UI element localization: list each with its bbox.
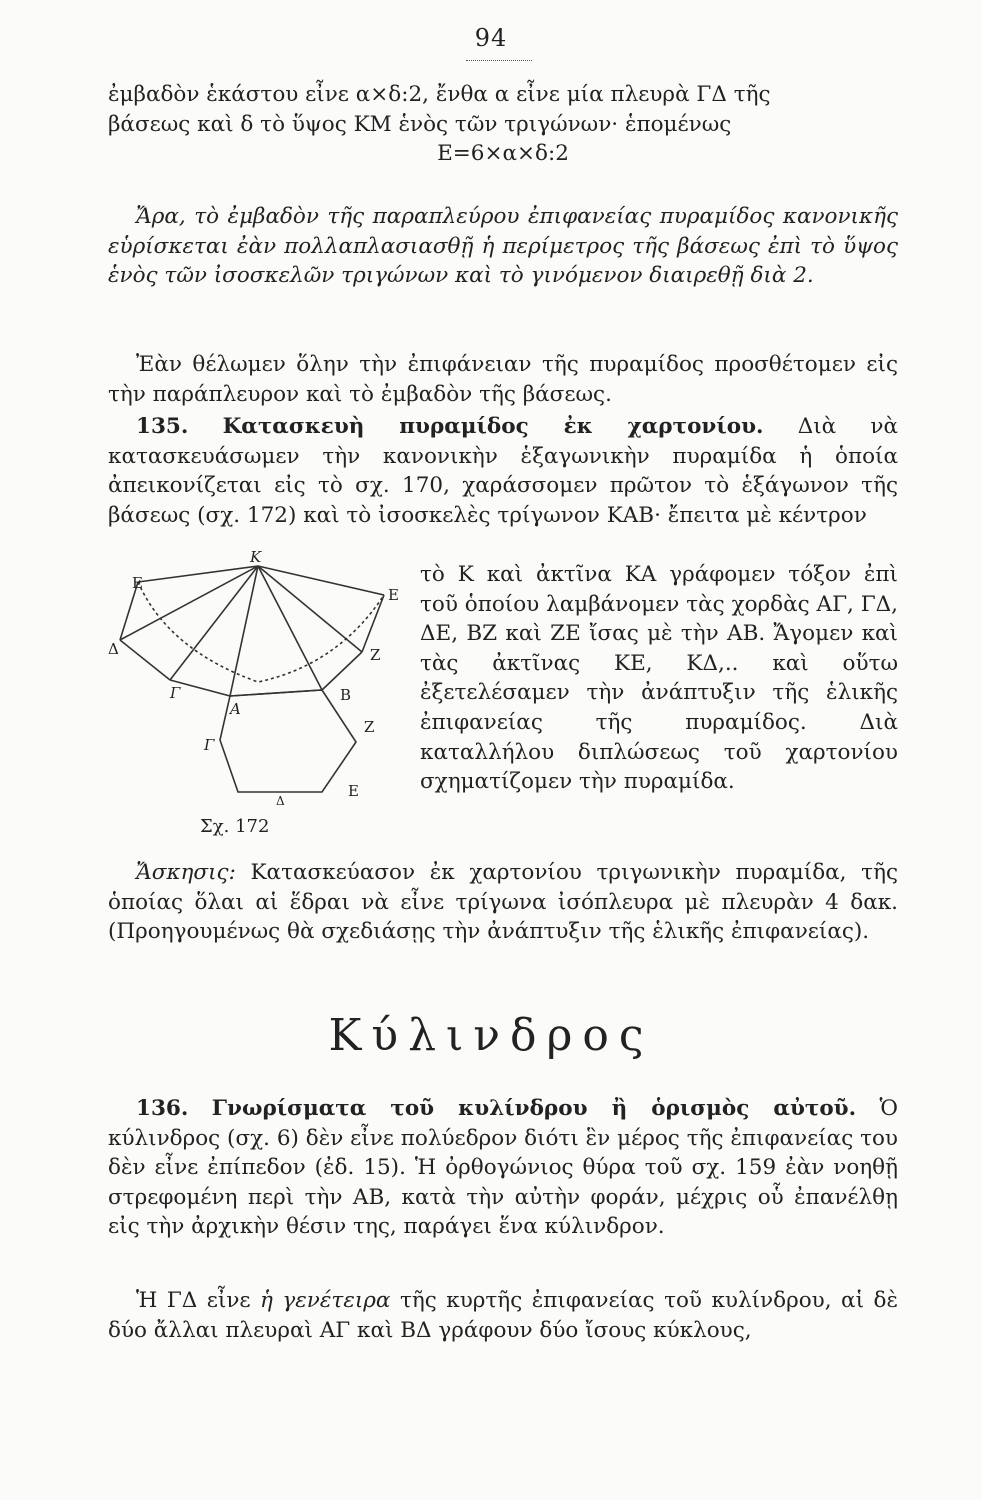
paragraph-text: Ἄρα, τὸ ἐμβαδὸν τῆς παραπλεύρου ἐπιφανείας πυραμίδος κανονικῆς εὑρίσκεται ἐὰν πολλαπλασιασθῇ ἡ περίμετρος τῆς βάσεως ἐπὶ τὸ ὕψος ἑνὸς τῶν ἰσοσκελῶν τριγώνων καὶ τὸ γινόμενον διαιρεθῇ διὰ 2. xyxy=(108,204,898,289)
exercise xyxy=(108,858,898,947)
text-line: ἐμβαδὸν ἑκάστου εἶνε α×δ:2, ἔνθα α εἶνε μία πλευρὰ ΓΔ τῆς xyxy=(108,82,771,107)
page-number-rule xyxy=(466,60,532,61)
paragraph-lateral-area xyxy=(108,202,898,291)
text-fragment: τῆς κυρτῆς ἐπιφανείας τοῦ κυλίνδρου, αἱ δὲ δύο ἄλλαι πλευραὶ ΑΓ καὶ ΒΔ γράφουν δύο ἴσους κύκλους, xyxy=(108,1288,898,1343)
figure-text: τὸ Κ καὶ ἀκτῖνα ΚΑ γράφομεν τόξον ἐπὶ τοῦ ὁποίου λαμβάνομεν τὰς χορδὰς ΑΓ, ΓΔ, ΔΕ, ΒΖ καὶ ΖΕ ἴσας μὲ τὴν ΑΒ. Ἄγομεν καὶ τὰς ἀκτῖνας ΚΕ, ΚΔ,.. καὶ οὕτω ἐξετελέσαμεν τὴν ἀνάπτυξιν τῆς ἑλικῆς ἐπιφανείας τῆς πυραμίδος. Διὰ καταλλήλου διπλώσεως τοῦ χαρτονίου σχηματίζομεν τὴν πυραμίδα. xyxy=(420,562,898,795)
pyramid-net-diagram xyxy=(108,560,408,800)
label-gamma-arc: Γ xyxy=(170,684,181,702)
section-136 xyxy=(108,1094,898,1242)
text-fragment: Ἡ ΓΔ εἶνε xyxy=(136,1288,251,1313)
label-gamma-hex: Γ xyxy=(204,736,215,754)
label-z-right: Ζ xyxy=(364,718,375,736)
section-number: 136. xyxy=(136,1096,189,1121)
page-number: 94 xyxy=(474,24,508,52)
label-delta: Δ xyxy=(108,640,119,658)
label-e-right: Ε xyxy=(388,586,399,604)
label-k: Κ xyxy=(250,548,262,566)
section-title: Γνωρίσματα τοῦ κυλίνδρου ἢ ὁρισμὸς αὐτοῦ. xyxy=(211,1096,857,1121)
section-title: Κατασκευὴ πυραμίδος ἐκ χαρτονίου. xyxy=(222,414,764,439)
chapter-title: Κύλινδρος xyxy=(328,1010,654,1061)
italic-term: ἡ γενέτειρα xyxy=(260,1288,391,1313)
label-b: Β xyxy=(340,686,352,704)
exercise-text: Κατασκεύασον ἐκ χαρτονίου τριγωνικὴν πυραμίδα, τῆς ὁποίας ὅλαι αἱ ἕδραι νὰ εἶνε τρίγωνα ἰσόπλευρα μὲ πλευρὰν 4 δακ. (Προηγουμένως θὰ σχεδιάσῃς τὴν ἀνάπτυξιν τῆς ἑλικῆς ἐπιφανείας). xyxy=(108,860,898,945)
figure-caption: Σχ. 172 xyxy=(200,816,270,837)
section-text: Διὰ νὰ κατασκευάσωμεν τὴν κανονικὴν ἑξαγωνικὴν πυραμίδα ἡ ὁποία ἀπεικονίζεται εἰς τὸ σχ. 170, χαράσσομεν πρῶτον τὸ ἑξάγωνον τῆς βάσεως (σχ. 172) καὶ τὸ ἰσοσκελὲς τρίγωνον ΚΑΒ· ἔπειτα μὲ κέντρον xyxy=(108,414,898,528)
label-e-top: Ε xyxy=(132,574,143,592)
label-a: Α xyxy=(230,700,241,718)
paragraph-generatrix xyxy=(108,1286,898,1345)
text-line: βάσεως καὶ δ τὸ ὕψος ΚΜ ἑνὸς τῶν τριγώνων· ἑπομένως xyxy=(108,111,732,137)
paragraph-area-formula xyxy=(108,80,898,169)
figure-172 xyxy=(108,548,408,840)
section-number: 135. xyxy=(136,414,189,439)
figure-section xyxy=(108,548,898,860)
label-z-top: Ζ xyxy=(370,646,381,664)
label-e-bottom: Ε xyxy=(348,782,359,800)
formula: Ε=6×α×δ:2 xyxy=(437,141,569,167)
label-delta-bottom: Δ xyxy=(276,794,285,808)
section-text: Ὁ κύλινδρος (σχ. 6) δὲν εἶνε πολύεδρον διότι ἓν μέρος τῆς ἐπιφανείας του δὲν εἶνε ἐπίπεδον (ἐδ. 15). Ἡ ὀρθογώνιος θύρα τοῦ σχ. 159 ἐὰν νοηθῇ στρεφομένη περὶ τὴν ΑΒ, κατὰ τὴν αὐτὴν φοράν, μέχρις οὗ ἐπανέλθῃ εἰς τὴν ἀρχικὴν θέσιν της, παράγει ἕνα κύλινδρον. xyxy=(108,1096,898,1240)
exercise-label: Ἄσκησις: xyxy=(136,860,236,885)
section-135 xyxy=(108,412,898,530)
paragraph-total-area xyxy=(108,350,898,409)
paragraph-text: Ἐὰν θέλωμεν ὅλην τὴν ἐπιφάνειαν τῆς πυραμίδος προσθέτομεν εἰς τὴν παράπλευρον καὶ τὸ ἐμβαδὸν τῆς βάσεως. xyxy=(108,352,898,407)
